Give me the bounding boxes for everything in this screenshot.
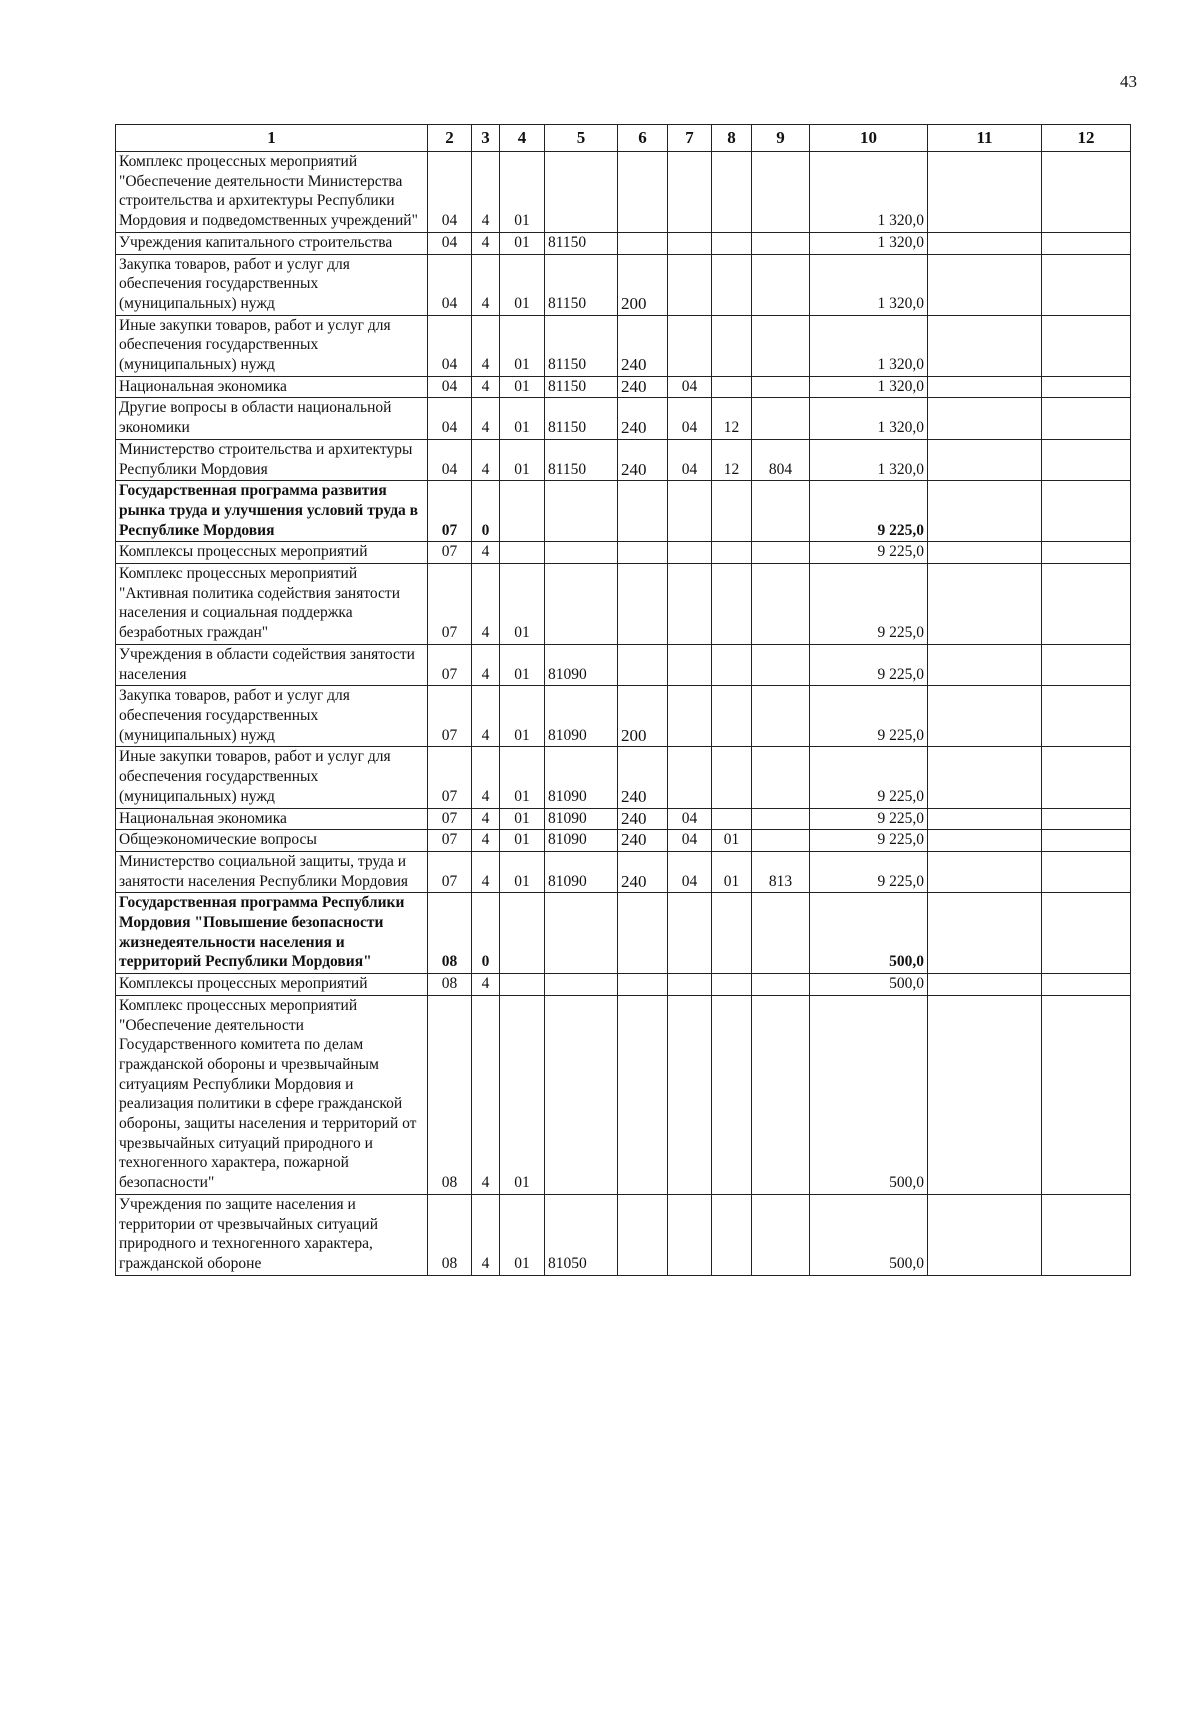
row-title: Учреждения по защите населения и территории от чрезвычайных ситуаций природного и техногенного характера, гражданской обороне — [116, 1194, 428, 1275]
column-header: 9 — [752, 125, 810, 152]
column-11 — [928, 564, 1042, 645]
table-row — [116, 644, 1131, 685]
subprogram-code: 4 — [472, 851, 500, 892]
subdivision-code — [712, 747, 752, 808]
amount: 1 320,0 — [810, 232, 928, 254]
expense-type-code: 240 — [618, 851, 668, 892]
section-code: 07 — [428, 481, 472, 542]
ministry-code — [752, 232, 810, 254]
section-code: 07 — [428, 644, 472, 685]
division-code: 04 — [668, 851, 712, 892]
section-code: 07 — [428, 686, 472, 747]
complex-code: 01 — [500, 747, 545, 808]
section-code: 07 — [428, 830, 472, 852]
amount: 9 225,0 — [810, 686, 928, 747]
column-header: 10 — [810, 125, 928, 152]
complex-code: 01 — [500, 376, 545, 398]
row-title: Комплекс процессных мероприятий "Обеспечение деятельности Государственного комитета по делам гражданской обороны и чрезвычайным ситуациям Республики Мордовия и реализация политики в сфере гражданской обороны, защиты населения и территорий от чрезвычайных ситуаций природного и техногенного характера, пожарной безопасности" — [116, 995, 428, 1194]
amount: 9 225,0 — [810, 542, 928, 564]
subprogram-code: 4 — [472, 644, 500, 685]
column-11 — [928, 254, 1042, 315]
subdivision-code — [712, 893, 752, 974]
direction-code: 81150 — [545, 398, 618, 439]
direction-code: 81150 — [545, 315, 618, 376]
complex-code: 01 — [500, 644, 545, 685]
row-title: Закупка товаров, работ и услуг для обеспечения государственных (муниципальных) нужд — [116, 686, 428, 747]
division-code: 04 — [668, 830, 712, 852]
row-title: Иные закупки товаров, работ и услуг для обеспечения государственных (муниципальных) нужд — [116, 315, 428, 376]
division-code: 04 — [668, 439, 712, 480]
division-code: 04 — [668, 808, 712, 830]
direction-code — [545, 152, 618, 233]
table-row — [116, 808, 1131, 830]
column-12 — [1042, 830, 1131, 852]
complex-code: 01 — [500, 830, 545, 852]
expense-type-code — [618, 542, 668, 564]
section-code: 04 — [428, 398, 472, 439]
column-11 — [928, 1194, 1042, 1275]
row-title: Национальная экономика — [116, 808, 428, 830]
table-header-row — [116, 125, 1131, 152]
row-title: Национальная экономика — [116, 376, 428, 398]
amount: 1 320,0 — [810, 152, 928, 233]
column-12 — [1042, 542, 1131, 564]
expense-type-code — [618, 564, 668, 645]
column-11 — [928, 747, 1042, 808]
column-12 — [1042, 398, 1131, 439]
column-header: 12 — [1042, 125, 1131, 152]
row-title: Государственная программа развития рынка труда и улучшения условий труда в Республике Мордовия — [116, 481, 428, 542]
division-code: 04 — [668, 376, 712, 398]
subdivision-code — [712, 152, 752, 233]
complex-code: 01 — [500, 439, 545, 480]
table-row — [116, 376, 1131, 398]
column-11 — [928, 644, 1042, 685]
division-code — [668, 1194, 712, 1275]
amount: 9 225,0 — [810, 851, 928, 892]
division-code — [668, 995, 712, 1194]
ministry-code — [752, 808, 810, 830]
direction-code: 81090 — [545, 686, 618, 747]
column-header: 5 — [545, 125, 618, 152]
division-code — [668, 315, 712, 376]
subdivision-code — [712, 254, 752, 315]
row-title: Иные закупки товаров, работ и услуг для обеспечения государственных (муниципальных) нужд — [116, 747, 428, 808]
expense-type-code — [618, 232, 668, 254]
amount: 9 225,0 — [810, 747, 928, 808]
table-row — [116, 542, 1131, 564]
subprogram-code: 4 — [472, 315, 500, 376]
ministry-code — [752, 1194, 810, 1275]
column-12 — [1042, 995, 1131, 1194]
row-title: Учреждения в области содействия занятости населения — [116, 644, 428, 685]
row-title: Комплексы процессных мероприятий — [116, 974, 428, 996]
subdivision-code — [712, 481, 752, 542]
expense-type-code: 200 — [618, 254, 668, 315]
expense-type-code — [618, 893, 668, 974]
column-12 — [1042, 808, 1131, 830]
table-row — [116, 254, 1131, 315]
expense-type-code: 240 — [618, 376, 668, 398]
section-code: 04 — [428, 439, 472, 480]
subprogram-code: 4 — [472, 686, 500, 747]
complex-code: 01 — [500, 315, 545, 376]
column-11 — [928, 893, 1042, 974]
table-row — [116, 152, 1131, 233]
column-11 — [928, 481, 1042, 542]
table-row — [116, 747, 1131, 808]
direction-code — [545, 564, 618, 645]
division-code — [668, 747, 712, 808]
subdivision-code — [712, 974, 752, 996]
column-11 — [928, 995, 1042, 1194]
expense-type-code: 240 — [618, 398, 668, 439]
division-code: 04 — [668, 398, 712, 439]
amount: 9 225,0 — [810, 481, 928, 542]
complex-code: 01 — [500, 808, 545, 830]
complex-code: 01 — [500, 851, 545, 892]
section-code: 07 — [428, 542, 472, 564]
table-row — [116, 481, 1131, 542]
table-row — [116, 398, 1131, 439]
column-header: 3 — [472, 125, 500, 152]
direction-code: 81090 — [545, 644, 618, 685]
expense-type-code: 200 — [618, 686, 668, 747]
direction-code — [545, 481, 618, 542]
direction-code — [545, 995, 618, 1194]
row-title: Комплекс процессных мероприятий "Обеспечение деятельности Министерства строительства и архитектуры Республики Мордовия и подведомственных учреждений" — [116, 152, 428, 233]
amount: 1 320,0 — [810, 315, 928, 376]
ministry-code — [752, 686, 810, 747]
division-code — [668, 644, 712, 685]
expense-type-code — [618, 995, 668, 1194]
subprogram-code: 4 — [472, 747, 500, 808]
amount: 9 225,0 — [810, 564, 928, 645]
table-row — [116, 315, 1131, 376]
direction-code — [545, 893, 618, 974]
column-11 — [928, 686, 1042, 747]
amount: 1 320,0 — [810, 439, 928, 480]
complex-code: 01 — [500, 686, 545, 747]
table-row — [116, 686, 1131, 747]
subdivision-code: 12 — [712, 439, 752, 480]
section-code: 07 — [428, 808, 472, 830]
column-11 — [928, 851, 1042, 892]
row-title: Другие вопросы в области национальной экономики — [116, 398, 428, 439]
table-row — [116, 893, 1131, 974]
ministry-code — [752, 747, 810, 808]
amount: 9 225,0 — [810, 830, 928, 852]
column-12 — [1042, 232, 1131, 254]
subprogram-code: 4 — [472, 254, 500, 315]
subdivision-code — [712, 232, 752, 254]
ministry-code — [752, 481, 810, 542]
table-row — [116, 564, 1131, 645]
subprogram-code: 4 — [472, 1194, 500, 1275]
division-code — [668, 686, 712, 747]
table-row — [116, 1194, 1131, 1275]
column-12 — [1042, 974, 1131, 996]
amount: 500,0 — [810, 893, 928, 974]
table-row — [116, 439, 1131, 480]
expense-type-code: 240 — [618, 830, 668, 852]
ministry-code — [752, 254, 810, 315]
column-11 — [928, 439, 1042, 480]
expense-type-code — [618, 644, 668, 685]
column-11 — [928, 232, 1042, 254]
subdivision-code — [712, 315, 752, 376]
ministry-code — [752, 564, 810, 645]
complex-code — [500, 542, 545, 564]
table-body — [116, 152, 1131, 1276]
expense-type-code — [618, 974, 668, 996]
column-12 — [1042, 376, 1131, 398]
subdivision-code: 01 — [712, 830, 752, 852]
column-12 — [1042, 481, 1131, 542]
column-12 — [1042, 893, 1131, 974]
column-12 — [1042, 686, 1131, 747]
column-header: 7 — [668, 125, 712, 152]
table-row — [116, 974, 1131, 996]
expense-type-code — [618, 1194, 668, 1275]
ministry-code — [752, 542, 810, 564]
complex-code — [500, 974, 545, 996]
complex-code: 01 — [500, 1194, 545, 1275]
direction-code — [545, 974, 618, 996]
ministry-code — [752, 830, 810, 852]
complex-code: 01 — [500, 152, 545, 233]
direction-code: 81090 — [545, 851, 618, 892]
ministry-code — [752, 315, 810, 376]
subdivision-code — [712, 376, 752, 398]
column-11 — [928, 808, 1042, 830]
division-code — [668, 893, 712, 974]
amount: 1 320,0 — [810, 254, 928, 315]
division-code — [668, 564, 712, 645]
column-header: 1 — [116, 125, 428, 152]
column-11 — [928, 974, 1042, 996]
amount: 1 320,0 — [810, 376, 928, 398]
section-code: 04 — [428, 254, 472, 315]
direction-code: 81150 — [545, 439, 618, 480]
complex-code: 01 — [500, 564, 545, 645]
ministry-code — [752, 974, 810, 996]
section-code: 07 — [428, 851, 472, 892]
amount: 500,0 — [810, 995, 928, 1194]
complex-code — [500, 481, 545, 542]
section-code: 04 — [428, 376, 472, 398]
subprogram-code: 4 — [472, 439, 500, 480]
section-code: 08 — [428, 893, 472, 974]
column-11 — [928, 398, 1042, 439]
subdivision-code — [712, 995, 752, 1194]
subdivision-code — [712, 542, 752, 564]
page-number: 43 — [1120, 72, 1137, 91]
row-title: Закупка товаров, работ и услуг для обеспечения государственных (муниципальных) нужд — [116, 254, 428, 315]
row-title: Государственная программа Республики Мордовия "Повышение безопасности жизнедеятельности населения и территорий Республики Мордовия" — [116, 893, 428, 974]
division-code — [668, 254, 712, 315]
division-code — [668, 481, 712, 542]
subprogram-code: 4 — [472, 974, 500, 996]
row-title: Министерство строительства и архитектуры Республики Мордовия — [116, 439, 428, 480]
subdivision-code — [712, 644, 752, 685]
row-title: Общеэкономические вопросы — [116, 830, 428, 852]
section-code: 07 — [428, 747, 472, 808]
subprogram-code: 4 — [472, 152, 500, 233]
column-11 — [928, 542, 1042, 564]
column-header: 8 — [712, 125, 752, 152]
section-code: 04 — [428, 232, 472, 254]
subprogram-code: 4 — [472, 376, 500, 398]
ministry-code: 813 — [752, 851, 810, 892]
amount: 500,0 — [810, 974, 928, 996]
ministry-code — [752, 644, 810, 685]
expense-type-code: 240 — [618, 315, 668, 376]
column-12 — [1042, 1194, 1131, 1275]
table-row — [116, 851, 1131, 892]
row-title: Учреждения капитального строительства — [116, 232, 428, 254]
amount: 9 225,0 — [810, 644, 928, 685]
subprogram-code: 0 — [472, 481, 500, 542]
amount: 9 225,0 — [810, 808, 928, 830]
amount: 500,0 — [810, 1194, 928, 1275]
section-code: 04 — [428, 152, 472, 233]
column-header: 2 — [428, 125, 472, 152]
column-12 — [1042, 315, 1131, 376]
column-12 — [1042, 851, 1131, 892]
column-11 — [928, 315, 1042, 376]
division-code — [668, 542, 712, 564]
column-12 — [1042, 152, 1131, 233]
table-row — [116, 232, 1131, 254]
division-code — [668, 152, 712, 233]
column-header: 6 — [618, 125, 668, 152]
column-header: 11 — [928, 125, 1042, 152]
subprogram-code: 4 — [472, 398, 500, 439]
table-row — [116, 995, 1131, 1194]
direction-code — [545, 542, 618, 564]
column-header: 4 — [500, 125, 545, 152]
subprogram-code: 4 — [472, 830, 500, 852]
direction-code: 81090 — [545, 808, 618, 830]
subdivision-code — [712, 808, 752, 830]
budget-table — [115, 124, 1131, 1276]
subprogram-code: 4 — [472, 564, 500, 645]
expense-type-code: 240 — [618, 747, 668, 808]
ministry-code — [752, 152, 810, 233]
column-12 — [1042, 747, 1131, 808]
complex-code: 01 — [500, 995, 545, 1194]
section-code: 08 — [428, 995, 472, 1194]
subprogram-code: 4 — [472, 542, 500, 564]
amount: 1 320,0 — [810, 398, 928, 439]
ministry-code: 804 — [752, 439, 810, 480]
expense-type-code: 240 — [618, 439, 668, 480]
column-11 — [928, 152, 1042, 233]
section-code: 04 — [428, 315, 472, 376]
direction-code: 81090 — [545, 747, 618, 808]
complex-code: 01 — [500, 232, 545, 254]
subprogram-code: 4 — [472, 808, 500, 830]
row-title: Министерство социальной защиты, труда и занятости населения Республики Мордовия — [116, 851, 428, 892]
subdivision-code — [712, 564, 752, 645]
column-11 — [928, 376, 1042, 398]
ministry-code — [752, 398, 810, 439]
section-code: 08 — [428, 1194, 472, 1275]
subdivision-code — [712, 1194, 752, 1275]
direction-code: 81150 — [545, 232, 618, 254]
column-12 — [1042, 644, 1131, 685]
ministry-code — [752, 995, 810, 1194]
division-code — [668, 232, 712, 254]
subdivision-code — [712, 686, 752, 747]
subdivision-code: 01 — [712, 851, 752, 892]
ministry-code — [752, 893, 810, 974]
row-title: Комплексы процессных мероприятий — [116, 542, 428, 564]
table-row — [116, 830, 1131, 852]
section-code: 07 — [428, 564, 472, 645]
section-code: 08 — [428, 974, 472, 996]
complex-code — [500, 893, 545, 974]
column-12 — [1042, 564, 1131, 645]
complex-code: 01 — [500, 254, 545, 315]
column-12 — [1042, 254, 1131, 315]
column-11 — [928, 830, 1042, 852]
expense-type-code — [618, 152, 668, 233]
direction-code: 81090 — [545, 830, 618, 852]
subprogram-code: 4 — [472, 995, 500, 1194]
expense-type-code: 240 — [618, 808, 668, 830]
direction-code: 81150 — [545, 376, 618, 398]
row-title: Комплекс процессных мероприятий "Активная политика содействия занятости населения и социальная поддержка безработных граждан" — [116, 564, 428, 645]
direction-code: 81150 — [545, 254, 618, 315]
division-code — [668, 974, 712, 996]
subprogram-code: 4 — [472, 232, 500, 254]
ministry-code — [752, 376, 810, 398]
direction-code: 81050 — [545, 1194, 618, 1275]
expense-type-code — [618, 481, 668, 542]
complex-code: 01 — [500, 398, 545, 439]
subdivision-code: 12 — [712, 398, 752, 439]
column-12 — [1042, 439, 1131, 480]
subprogram-code: 0 — [472, 893, 500, 974]
